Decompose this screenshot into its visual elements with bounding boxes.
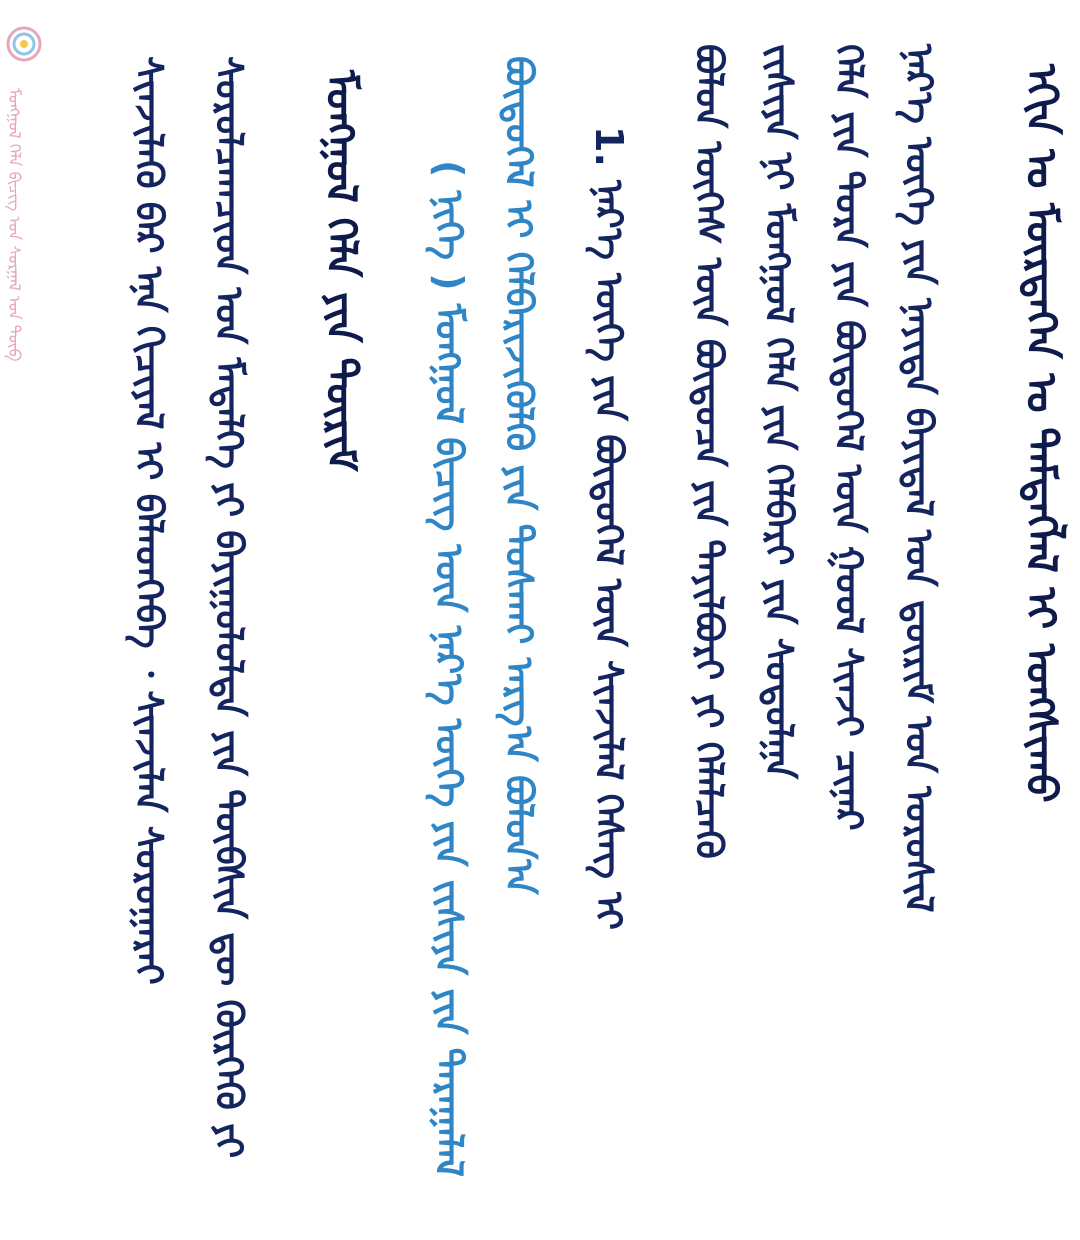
spiral-logo-icon bbox=[6, 26, 42, 62]
column-text-11: ᠰᠢᠨᠵᠢᠯᠡᠬᠦ ᠪᠡᠷ ᠡᠨᠡ ᠬᠢᠴᠢᠶᠡᠯ ᠢ ᠪᠡᠯᠡᠳᠬᠡᠪᠡ ᠂ ᠰᠢᠨᠵᠢᠯᠡᠨ ᠰᠤᠷᠤᠭᠠᠷᠠᠢ bbox=[127, 56, 171, 985]
column-text-4: ᠵᠢᠱᠢᠶᠡ ᠨᠢ ᠮᠣᠩᠭᠣᠯ ᠬᠡᠯᠡ ᠶᠢᠨ ᠬᠡᠯᠪᠡᠷᠢ ᠶᠢᠨ ᠰᠤᠳᠤᠯᠭᠠ bbox=[757, 44, 801, 780]
column-text-6: 1. ᠨᠡᠷ᠎ᠡ ᠦᠭᠡ ᠶᠢᠨ ᠪᠦᠲᠦᠭᠡᠯ ᠦᠨ ᠰᠢᠨᠵᠢᠯᠡᠯ ᠬᠡᠰᠡᠭ ᠢ bbox=[587, 126, 631, 930]
column-text-1: ᠡᠬᠢᠨ ᠤ ᠮᠥᠷᠲᠡᠭᠡᠨ ᠤ ᠲᠡᠮᠳᠡᠭᠯᠡᠯ ᠢ ᠤᠩᠰᠢᠬᠤ bbox=[1017, 64, 1066, 803]
column-text-7: ᠪᠦᠲᠦᠭᠡᠯ ᠢ ᠬᠡᠯᠪᠡᠷᠢᠵᠢᠭᠦᠯᠬᠦ ᠶᠢᠨ ᠲᠤᠰᠬᠠᠶ ᠠᠷᠭ᠎ᠠ ᠪᠣᠯᠤᠨ᠎ᠠ bbox=[497, 56, 541, 895]
column-text-8: ( ᠨᠢᠭᠡ ) ᠮᠣᠩᠭᠣᠯ ᠪᠢᠴᠢᠭ ᠦᠨ ᠨᠡᠷ᠎ᠡ ᠦᠭᠡ ᠶᠢᠨ ᠵᠢᠱᠢᠶᠡ ᠶᠢᠨ ᠳᠠᠷᠠᠭᠠᠯᠠᠯ bbox=[427, 160, 471, 1177]
column-text-5: ᠪᠣᠯᠣᠨ ᠦᠭᠡᠰ ᠦᠨ ᠪᠦᠲᠦᠴᠡ ᠶᠢᠨ ᠲᠠᠶᠢᠯᠪᠤᠷᠢ ᠶᠢ ᠬᠡᠯᠡᠯᠴᠡᠬᠦ bbox=[687, 44, 731, 859]
column-text-3: ᠬᠡᠯᠡ ᠶᠢᠨ ᠳᠤᠷᠠ ᠶᠢᠨ ᠪᠦᠲᠦᠭᠡᠯ ᠦᠨ ᠭᠣᠣᠯ ᠰᠢᠨᠵᠢ ᠴᠢᠨᠠᠷ bbox=[827, 44, 871, 831]
column-text-10: ᠰᠤᠷᠤᠯᠴᠠᠭᠴᠢᠳ ᠤᠨ ᠮᠡᠳᠡᠯᠭᠡ ᠶᠢ ᠪᠠᠶᠢᠭᠤᠯᠤᠯᠲᠠ ᠶᠢᠨ ᠲᠥᠪᠰᠢᠨ ᠳᠦ ᠬᠦᠷᠭᠡᠬᠦ ᠶᠢ bbox=[207, 56, 251, 1159]
footer-brand-text: ᠮᠣᠩᠭᠣᠯ ᠬᠡᠯᠡ ᠪᠢᠴᠢᠭ ᠤᠨ ᠰᠤᠷᠭᠠᠯ ᠤᠨ ᠲᠥᠪ bbox=[5, 88, 24, 362]
column-text-2: ᠨᠡᠷ᠎ᠡ ᠦᠭᠡ ᠶᠢᠨ ᠨᠡᠶᠢᠲᠡ ᠪᠠᠶᠢᠳᠠᠯ ᠤᠨ ᠳ᠋ᠦᠷᠢᠮ ᠤᠨ ᠣᠷᠣᠰᠢᠯ bbox=[897, 44, 941, 913]
section-heading: ᠮᠣᠩᠭᠣᠯ ᠬᠡᠯᠡ ᠶᠢᠨ ᠳᠦᠷᠢᠮ bbox=[317, 70, 366, 472]
